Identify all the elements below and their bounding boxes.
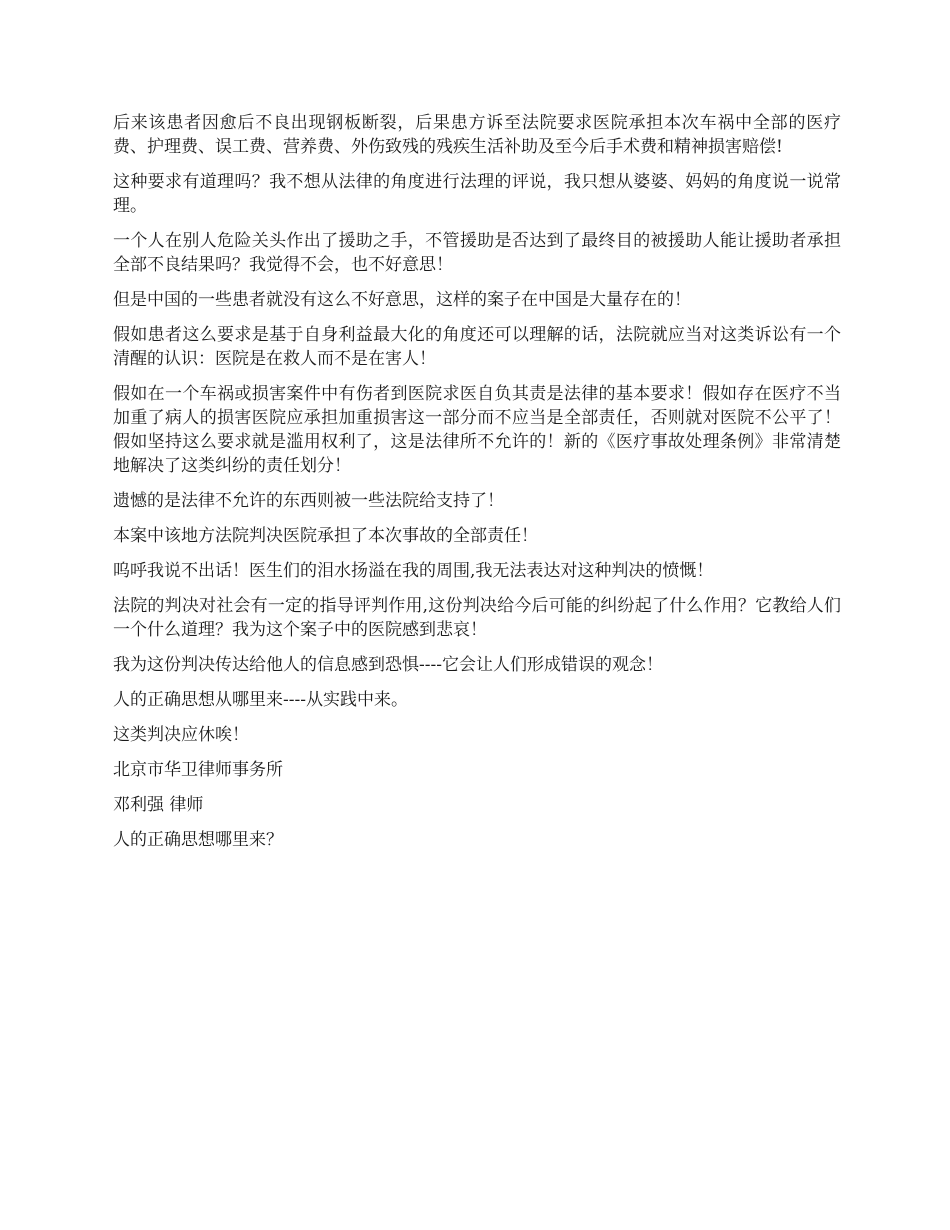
paragraph-7: 遗憾的是法律不允许的东西则被一些法院给支持了！: [113, 491, 504, 511]
law-firm-name: 北京市华卫律师事务所: [113, 760, 283, 780]
paragraph-3: 一个人在别人危险关头作出了援助之手，不管援助是否达到了最终目的被援助人能让援助者承担全部不良结果吗？我觉得不会，也不好意思！: [113, 231, 841, 275]
paragraph-8: 本案中该地方法院判决医院承担了本次事故的全部责任！: [113, 526, 538, 546]
author-name: 邓利强 律师: [113, 795, 204, 815]
paragraph-4: 但是中国的一些患者就没有这么不好意思，这样的案子在中国是大量存在的！: [113, 290, 691, 310]
paragraph-12: 人的正确思想从哪里来----从实践中来。: [113, 690, 408, 710]
paragraph-5: 假如患者这么要求是基于自身利益最大化的角度还可以理解的话，法院就应当对这类诉讼有一个清醒的认识：医院是在救人而不是在害人！: [113, 325, 841, 369]
paragraph-2: 这种要求有道理吗？我不想从法律的角度进行法理的评说，我只想从婆婆、妈妈的角度说一说常理。: [113, 172, 841, 216]
paragraph-13: 这类判决应休唉！: [113, 725, 249, 745]
document-body: [113, 111, 841, 863]
closing-question: 人的正确思想哪里来？: [113, 830, 283, 850]
paragraph-10: 法院的判决对社会有一定的指导评判作用,这份判决给今后可能的纠纷起了什么作用？它教给人们一个什么道理？我为这个案子中的医院感到悲哀！: [113, 596, 841, 640]
paragraph-1: 后来该患者因愈后不良出现钢板断裂，后果患方诉至法院要求医院承担本次车祸中全部的医疗费、护理费、误工费、营养费、外伤致残的残疾生活补助及至今后手术费和精神损害赔偿!: [113, 113, 841, 157]
paragraph-11: 我为这份判决传达给他人的信息感到恐惧----它会让人们形成错误的观念！: [113, 655, 663, 675]
paragraph-6: 假如在一个车祸或损害案件中有伤者到医院求医自负其责是法律的基本要求！假如存在医疗不当加重了病人的损害医院应承担加重损害这一部分而不应当是全部责任，否则就对医院不公平了！假如坚持这么要求就是滥用权利了，这是法律所不允许的！新的《医疗事故处理条例》非常清楚地解决了这类纠纷的责任划分！: [113, 384, 841, 476]
paragraph-9: 呜呼我说不出话！医生们的泪水扬溢在我的周围,我无法表达对这种判决的愤慨！: [113, 561, 714, 581]
